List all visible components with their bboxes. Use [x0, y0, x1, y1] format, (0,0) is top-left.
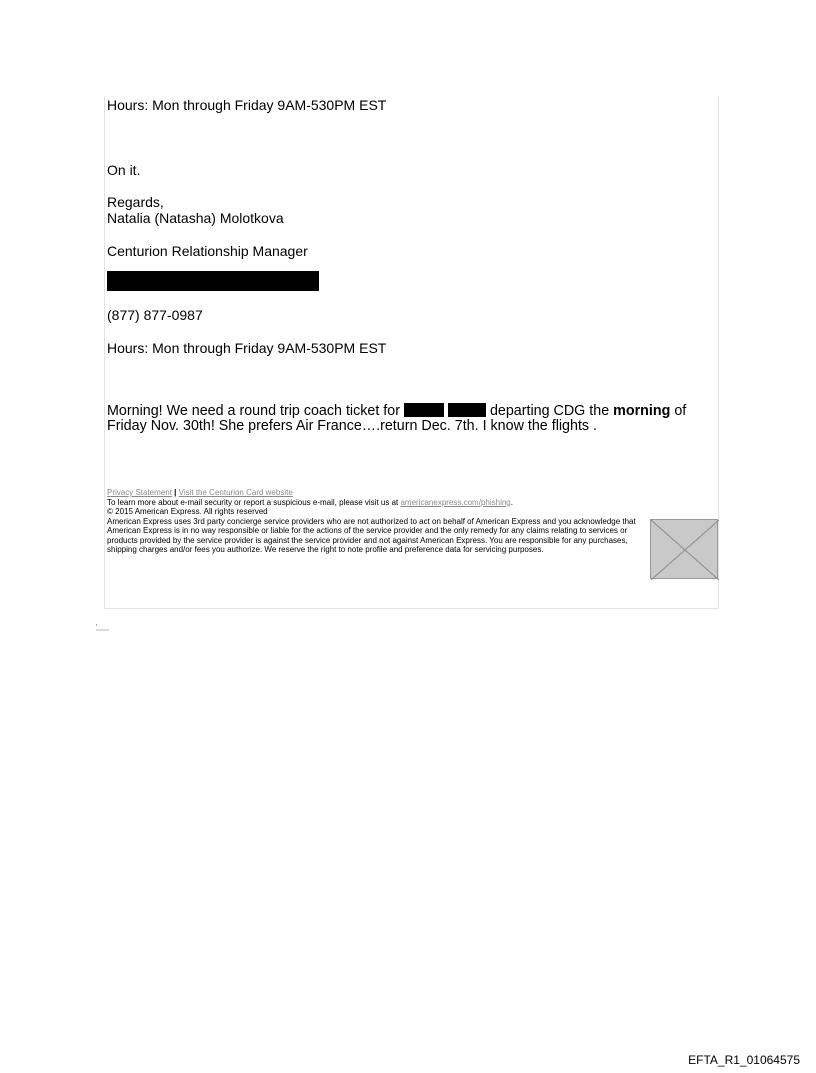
- document-id: EFTA_R1_01064575: [688, 1053, 800, 1067]
- sender-title: Centurion Relationship Manager: [107, 243, 308, 259]
- hours-text-top: Hours: Mon through Friday 9AM-530PM EST: [107, 97, 387, 113]
- disclaimer-text: American Express uses 3rd party concierge service providers who are not authorized to act on behalf of American Express and you acknowledge that American Express is in no way responsible or liable for the actions of the service provider and the only remedy for any claims relating to services or products provided by the service provider is against the service provider and not against American Express. You are responsible for any purchases, shipping charges and/or fees you authorize. We reserve the right to note profile and preference data for servicing purposes.: [107, 516, 636, 554]
- privacy-statement-link[interactable]: Privacy Statement: [107, 488, 172, 497]
- redaction-bar: [107, 271, 319, 291]
- phone-number: (877) 877-0987: [107, 307, 203, 323]
- message-line-2: Friday Nov. 30th! She prefers Air France….return Dec. 7th. I know the flights .: [107, 418, 598, 434]
- sender-name: Natalia (Natasha) Molotkova: [107, 210, 284, 226]
- redaction-block-2: [448, 403, 486, 417]
- message-part-2: departing CDG the: [489, 403, 610, 419]
- footer-links: [107, 488, 652, 498]
- broken-image-placeholder: [650, 519, 718, 579]
- hours-text-bottom: Hours: Mon through Friday 9AM-530PM EST: [107, 340, 387, 356]
- security-notice: [107, 498, 652, 508]
- security-prefix: To learn more about e-mail security or report a suspicious e-mail, please visit us at: [107, 497, 399, 507]
- reply-text: On it.: [107, 162, 141, 178]
- image-placeholder-icon: [651, 520, 719, 580]
- message-part-3: of: [674, 403, 687, 419]
- message-bold-word: morning: [613, 403, 671, 419]
- centurion-website-link[interactable]: Visit the Centurion Card website: [178, 488, 293, 497]
- email-footer: [107, 488, 652, 555]
- page-mark-icon: [96, 624, 110, 632]
- copyright-text: © 2015 American Express. All rights reserved: [107, 507, 268, 516]
- security-suffix: .: [510, 497, 513, 507]
- original-message: [107, 403, 686, 434]
- message-part-1: Morning! We need a round trip coach ticket for: [107, 403, 400, 419]
- footer-separator: |: [174, 488, 177, 497]
- phishing-link[interactable]: americanexpress.com/phishing: [400, 497, 511, 507]
- message-line-1: [107, 403, 686, 419]
- redaction-block-1: [404, 403, 444, 417]
- regards-text: Regards,: [107, 194, 164, 210]
